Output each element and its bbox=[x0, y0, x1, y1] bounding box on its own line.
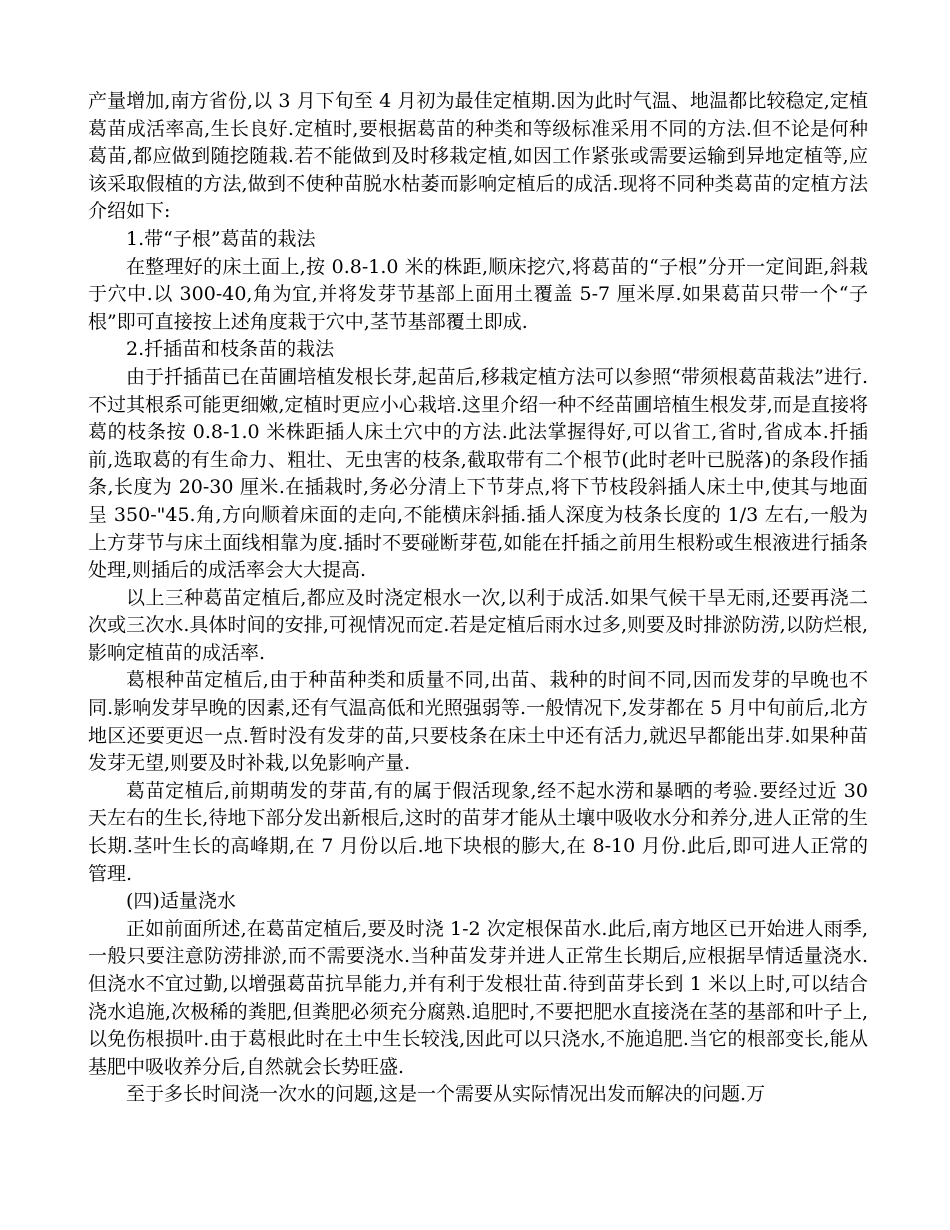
section-heading-watering: (四)适量浇水 bbox=[126, 890, 236, 913]
section-heading-cutting: 2.扦插苗和枝条苗的栽法 bbox=[126, 338, 335, 361]
paragraph-growth-period: 葛苗定植后,前期萌发的芽苗,有的属于假活现象,经不起水涝和暴晒的考验.要经过近 30 天左右的生长,待地下部分发出新根后,这时的苗芽才能从土壤中吸收水分和养分,进人正常的生长期.茎叶生长的高峰期,在 7 月份以后.地下块根的膨大,在 8-10 月份.此后,即可进人正常的管理. bbox=[88, 779, 868, 885]
paragraph-watering-details: 正如前面所述,在葛苗定植后,要及时浇 1-2 次定根保苗水.此后,南方地区已开始进人雨季,一般只要注意防涝排淤,而不需要浇水.当种苗发芽并进人正常生长期后,应根据旱情适量浇水.但浇水不宜过勤,以增强葛苗抗旱能力,并有利于发根壮苗.待到苗芽长到 1 米以上时,可以结合浇水追施,次极稀的粪肥,但粪肥必须充分腐熟.追肥时,不要把肥水直接浇在茎的基部和叶子上,以免伤根损叶.由于葛根此时在土中生长较浅,因此可以只浇水,不施追肥.当它的根部变长,能从基肥中吸收养分后,自然就会长势旺盛. bbox=[88, 917, 868, 1078]
section-heading-zigen: 1.带“子根”葛苗的栽法 bbox=[126, 227, 316, 250]
paragraph-watering-after-planting: 以上三种葛苗定植后,都应及时浇定根水一次,以利于成活.如果气候干旱无雨,还要再浇二次或三次水.具体时间的安排,可视情况而定.若是定植后雨水过多,则要及时排淤防涝,以防烂根,影响定植苗的成活率. bbox=[88, 586, 868, 664]
paragraph-zigen-method: 在整理好的床土面上,按 0.8-1.0 米的株距,顺床挖穴,将葛苗的“子根”分开一定间距,斜栽于穴中.以 300-40,角为宜,并将发芽节基部上面用土覆盖 5-7 厘米厚.如果葛苗只带一个“子根”即可直接按上述角度栽于穴中,茎节基部覆土即成. bbox=[88, 255, 868, 333]
document-page bbox=[88, 88, 868, 1109]
paragraph-cutting-method: 由于扦插苗已在苗圃培植发根长芽,起苗后,移栽定植方法可以参照“带须根葛苗栽法”进行.不过其根系可能更细嫩,定植时更应小心栽培.这里介绍一种不经苗圃培植生根发芽,而是直接将葛的枝条按 0.8-1.0 米株距插人床土穴中的方法.此法掌握得好,可以省工,省时,省成本.扦插前,选取葛的有生命力、粗壮、无虫害的枝条,截取带有二个根节(此时老叶已脱落)的条段作插条,长度为 20-30 厘米.在插栽时,务必分清上下节芽点,将下节枝段斜插人床土中,使其与地面呈 350-"45.角,方向顺着床面的走向,不能横床斜插.插人深度为枝条长度的 1/3 左右,一般为上方芽节与床土面线相靠为度.插时不要碰断芽苞,如能在扦插之前用生根粉或生根液进行插条处理,则插后的成活率会大大提高. bbox=[88, 365, 868, 582]
paragraph-watering-frequency: 至于多长时间浇一次水的问题,这是一个需要从实际情况出发而解决的问题.万 bbox=[126, 1083, 766, 1106]
paragraph-germination: 葛根种苗定植后,由于种苗种类和质量不同,出苗、栽种的时间不同,因而发芽的早晚也不同.影响发芽早晚的因素,还有气温高低和光照强弱等.一般情况下,发芽都在 5 月中旬前后,北方地区还要更迟一点.暂时没有发芽的苗,只要枝条在床土中还有活力,就迟早都能出芽.如果种苗发芽无望,则要及时补栽,以免影响产量. bbox=[88, 669, 868, 775]
paragraph-intro-continuation: 产量增加,南方省份,以 3 月下旬至 4 月初为最佳定植期.因为此时气温、地温都比较稳定,定植葛苗成活率高,生长良好.定植时,要根据葛苗的种类和等级标准采用不同的方法.但不论是何种葛苗,都应做到随挖随栽.若不能做到及时移栽定植,如因工作紧张或需要运输到异地定植等,应该采取假植的方法,做到不使种苗脱水枯萎而影响定植后的成活.现将不同种类葛苗的定植方法介绍如下: bbox=[88, 90, 868, 223]
